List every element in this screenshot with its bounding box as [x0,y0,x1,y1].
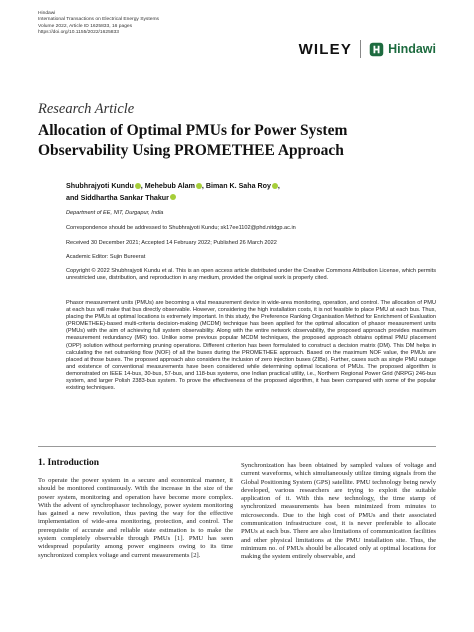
author-name[interactable]: , Biman K. Saha Roy [201,182,271,190]
publisher-line: Hindawi [38,11,56,16]
journal-header [38,11,159,37]
publication-dates: Received 30 December 2021; Accepted 14 February 2022; Published 26 March 2022 [66,240,277,246]
affiliation: Department of EE, NIT, Durgapur, India [66,210,164,216]
abstract: Phasor measurement units (PMUs) are becoming a vital measurement device in wide-area monitoring, operation, and control. The allocation of PMU at each bus will make that bus directly observable. However, considering the high installation costs, it is not feasible to place PMU at each bus. Thus, placing the PMUs at optimal locations is extremely important. In this study, the Preference Ranking Organisation Method for Enrichment of Evaluation (PROMETHEE)-based multi-criteria decision-making (MCDM) technique has been applied for the optimal allocation of phasor measurement units (PMUs) with the aim of achieving full system observability. Along with the entire network observability, the proposed approach provides maximum measurement redundancy (MR) too. Unlike some previous popular MCDM techniques, the proposed approach obtains optimal PMU placement (OPP) solution without performing pruning operations. Different criterion has been formulated to construct a decision matrix (DM). This DM helps in calculating the net outranking flow (NOF) of all the buses during the PROMETHEE approach. Based on the maximum NOF value, the PMUs are placed at those buses. The proposed approach also considers the inclusion of zero injection buses (ZIBs). Further, cases such as single PMU outage and existence of conventional measurements have been considered while determining optimal locations of PMUs. The proposed algorithm is demonstrated on IEEE 14-bus, 30-bus, 57-bus, and 118-bus systems, one Indian practical utility, i.e., Northern Regional Power Grid (NRPG) 246-bus system, and larger Polish 2383-bus system. To prove the effectiveness of the proposed algorithm, it has been compared with some of the popular existing techniques. [66,300,436,392]
academic-editor: Academic Editor: Sujin Bureerat [66,254,146,260]
article-type: Research Article [38,101,135,117]
section-heading: 1. Introduction [38,458,100,468]
correspondence: Correspondence should be addressed to Shubhrajyoti Kundu; sk17ee1102@phd.nitdgp.ac.in [66,225,296,231]
wiley-logo: WILEY [298,40,353,58]
section-divider [38,446,436,447]
volume-info: Volume 2022, Article ID 1625833, 16 pages [38,23,133,29]
hindawi-wordmark: Hindawi [388,42,436,56]
doi-link[interactable]: https://doi.org/10.1155/2022/1625833 [38,30,119,36]
body-column-right: Synchronization has been obtained by sampled values of voltage and current waveforms, which simultaneously utilize timing signals from the Global Positioning System (GPS) satellite. PMU technology being newly developed, various researchers are trying to exploit the suitable application of it. With this new technology, the time stamp of synchronized measurements has been minimized from minutes to microseconds. Due to the high cost of PMUs and their associated communication infrastructure cost, it is never preferable to allocate PMUs at each bus. There are also limitations of communication facilities and other physical limitations at the PMU installation site. Thus, the minimum no. of PMUs should be allocated only at optimal locations for making the system entirely observable, and [241,462,436,561]
article-title: Allocation of Optimal PMUs for Power System Observability Using PROMETHEE Approach [38,122,348,159]
hindawi-mark-icon [369,42,384,57]
author-name[interactable]: Shubhrajyoti Kundu [66,182,134,190]
publisher-logos [299,40,436,58]
body-column-left: To operate the power system in a secure and economical manner, it should be monitored continuously. With the increase in the size of the power system, monitoring and operation have become more complex. With the advent of synchrophasor technology, power system monitoring has gained a new revolution, thus paving the way for the effective implementation of wide-area monitoring, protection, and control. The prerequisite of accurate and reliable state estimation is to make the system completely observable through PMUs [1]. PMU has seen widespread popularity among power engineers owing to its time synchronized complex voltage and current measurements [2]. [38,477,233,559]
author-separator: , [277,182,280,190]
orcid-icon[interactable] [170,194,176,200]
journal-name: International Transactions on Electrical Energy Systems [38,17,159,23]
copyright-notice: Copyright © 2022 Shubhrajyoti Kundu et al. This is an open access article distributed under the Creative Commons Attribution License, which permits unrestricted use, distribution, and reproduction in any medium, provided the original work is properly cited. [66,268,436,282]
author-name[interactable]: , Mehebub Alam [140,182,195,190]
logo-divider [360,40,361,58]
author-list [66,181,446,204]
hindawi-logo [369,42,436,57]
author-name[interactable]: and Siddhartha Sankar Thakur [66,193,169,202]
